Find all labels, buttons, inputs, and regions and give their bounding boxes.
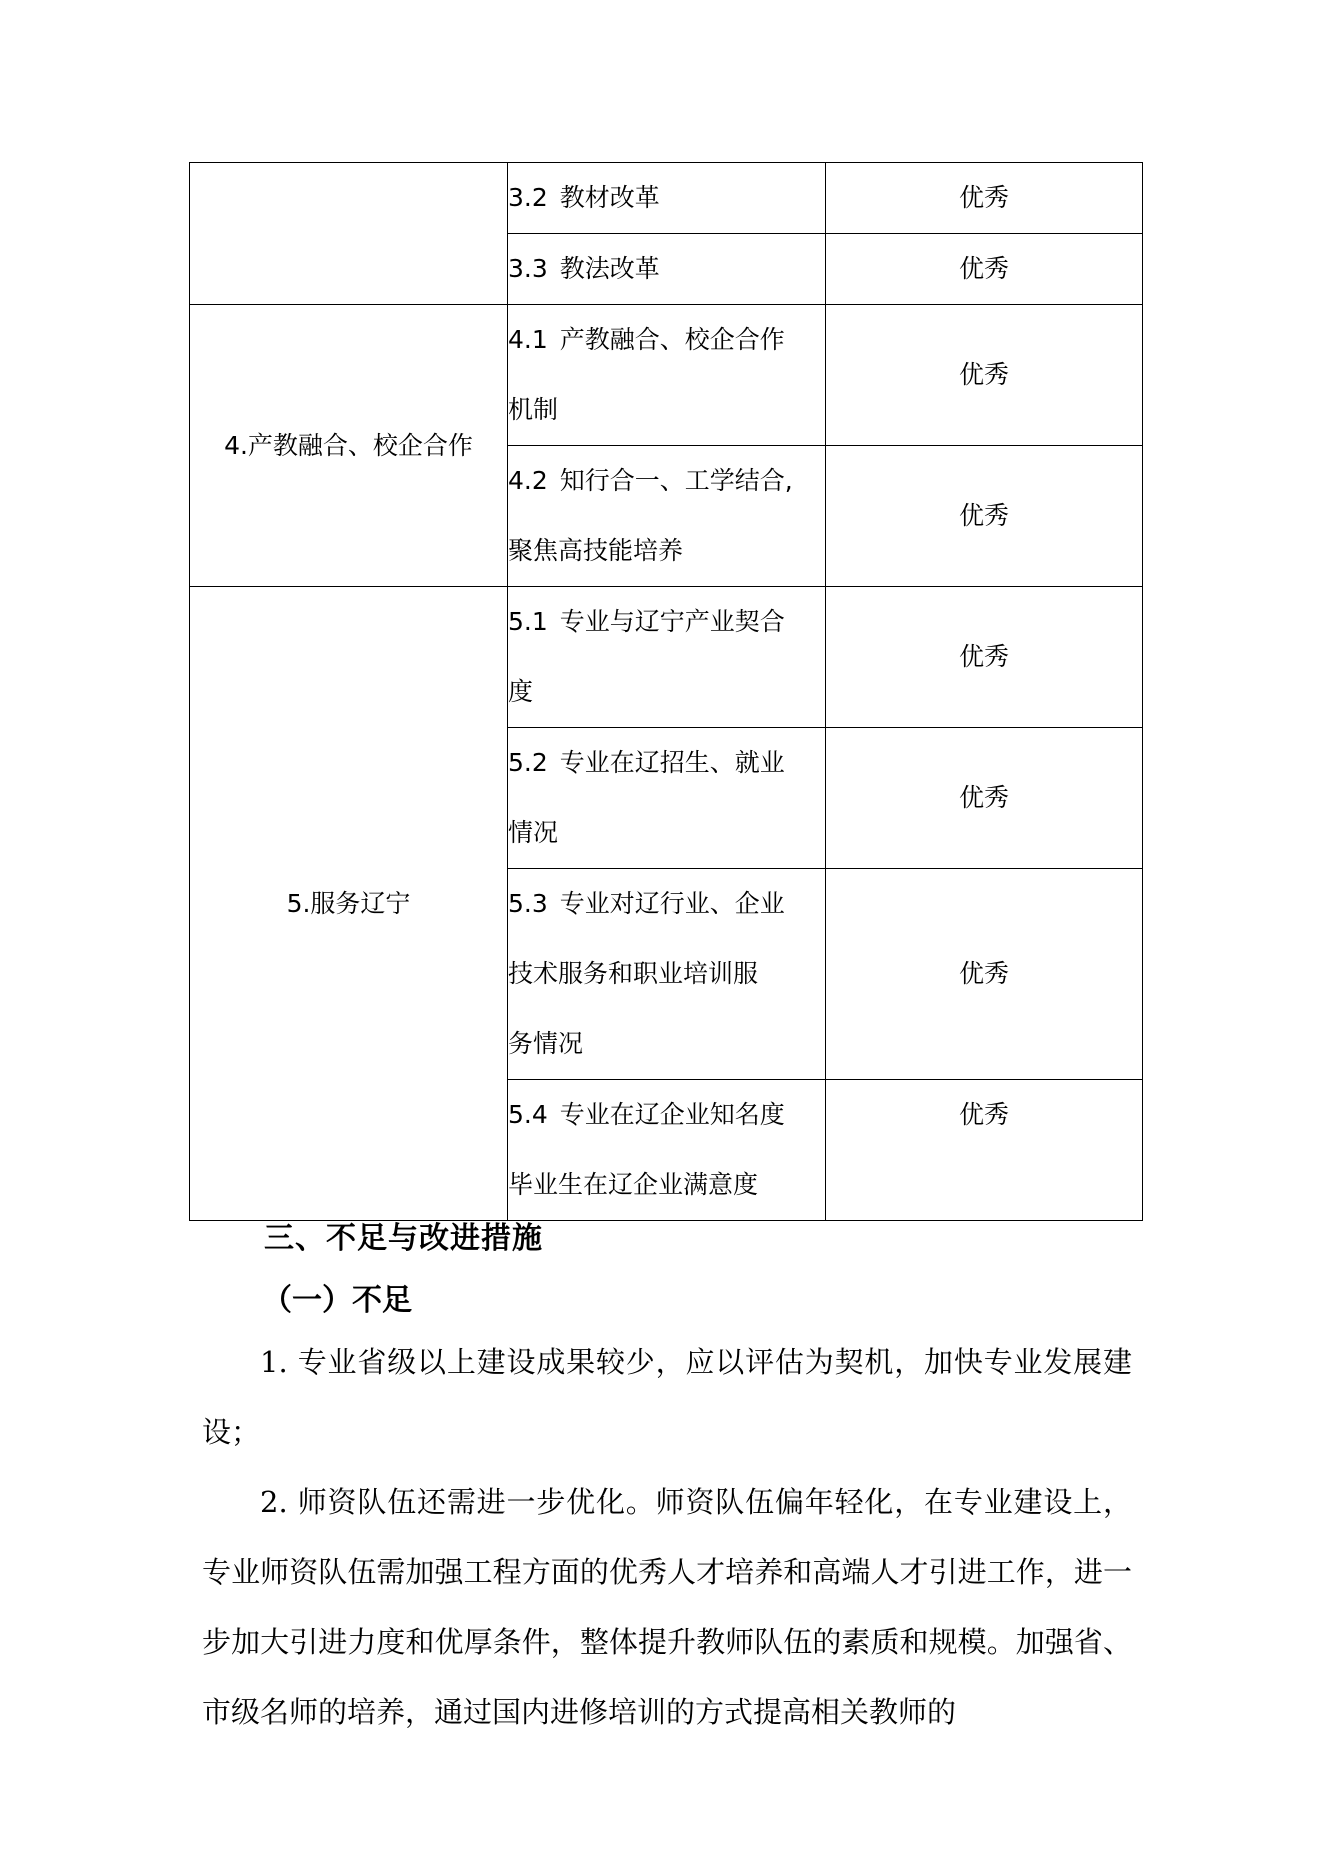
sub-item-cell — [508, 446, 826, 587]
sub-item-label: 教法改革 — [559, 254, 660, 283]
sub-item-number: 5.2 — [508, 748, 548, 777]
section-title: 三、不足与改进措施 — [264, 1221, 543, 1256]
table-row — [190, 163, 1143, 234]
sub-item-label-line: 产教融合、校企合作 — [559, 325, 785, 354]
sub-item-number: 4.1 — [508, 325, 548, 354]
rating-value: 优秀 — [958, 501, 1009, 530]
category-cell — [190, 587, 508, 1221]
sub-item-label-line: 机制 — [508, 395, 559, 424]
rating-value: 优秀 — [958, 183, 1009, 212]
rating-cell — [826, 163, 1143, 234]
rating-value: 优秀 — [958, 642, 1009, 671]
sub-item-label-line: 专业在辽招生、就业 — [559, 748, 785, 777]
rating-cell — [826, 728, 1143, 869]
sub-item-label-line: 务情况 — [508, 1029, 584, 1058]
rating-value: 优秀 — [958, 959, 1009, 988]
sub-item-cell — [508, 728, 826, 869]
sub-item-label-line: 毕业生在辽企业满意度 — [508, 1170, 759, 1199]
rating-cell — [826, 869, 1143, 1080]
rating-cell — [826, 587, 1143, 728]
sub-item-label-line: 聚焦高技能培养 — [508, 536, 684, 565]
table-row — [190, 305, 1143, 446]
sub-item-label-line: 专业在辽企业知名度 — [559, 1100, 785, 1129]
sub-item-cell — [508, 869, 826, 1080]
sub-item-number: 5.1 — [508, 607, 548, 636]
rating-value: 优秀 — [958, 783, 1009, 812]
evaluation-table — [189, 162, 1143, 1221]
category-cell — [190, 305, 508, 587]
paragraph: 2. 师资队伍还需进一步优化。师资队伍偏年轻化，在专业建设上，专业师资队伍需加强工程方面的优秀人才培养和高端人才引进工作，进一步加大引进力度和优厚条件，整体提升教师队伍的素质和规模。加强省、市级名师的培养，通过国内进修培训的方式提高相关教师的 — [202, 1485, 1132, 1729]
sub-item-cell — [508, 163, 826, 234]
rating-cell — [826, 446, 1143, 587]
sub-item-number: 3.2 — [508, 183, 548, 212]
sub-item-cell — [508, 234, 826, 305]
sub-item-label-line: 度 — [508, 677, 534, 706]
table-row — [190, 587, 1143, 728]
category-label: 5.服务辽宁 — [286, 888, 411, 918]
sub-item-label-line: 情况 — [508, 818, 559, 847]
category-cell-3-continued — [190, 163, 508, 305]
sub-item-label-line: 专业与辽宁产业契合 — [559, 607, 785, 636]
rating-value: 优秀 — [958, 254, 1009, 283]
sub-item-number: 3.3 — [508, 254, 548, 283]
sub-item-number: 5.3 — [508, 889, 548, 918]
sub-item-label-line: 技术服务和职业培训服 — [508, 959, 759, 988]
sub-item-number: 4.2 — [508, 466, 548, 495]
rating-value: 优秀 — [958, 1100, 1009, 1129]
category-label: 4.产教融合、校企合作 — [224, 430, 473, 460]
rating-value: 优秀 — [958, 360, 1009, 389]
sub-item-label-line: 知行合一、工学结合, — [559, 466, 793, 495]
paragraph: 1. 专业省级以上建设成果较少，应以评估为契机，加快专业发展建设； — [202, 1345, 1132, 1449]
rating-cell — [826, 234, 1143, 305]
subsection-title: （一）不足 — [262, 1283, 412, 1318]
rating-cell — [826, 1080, 1143, 1221]
sub-item-number: 5.4 — [508, 1100, 548, 1129]
sub-item-cell — [508, 305, 826, 446]
sub-item-cell — [508, 587, 826, 728]
sub-item-label-line: 专业对辽行业、企业 — [559, 889, 785, 918]
sub-item-cell — [508, 1080, 826, 1221]
rating-cell — [826, 305, 1143, 446]
sub-item-label: 教材改革 — [559, 183, 660, 212]
